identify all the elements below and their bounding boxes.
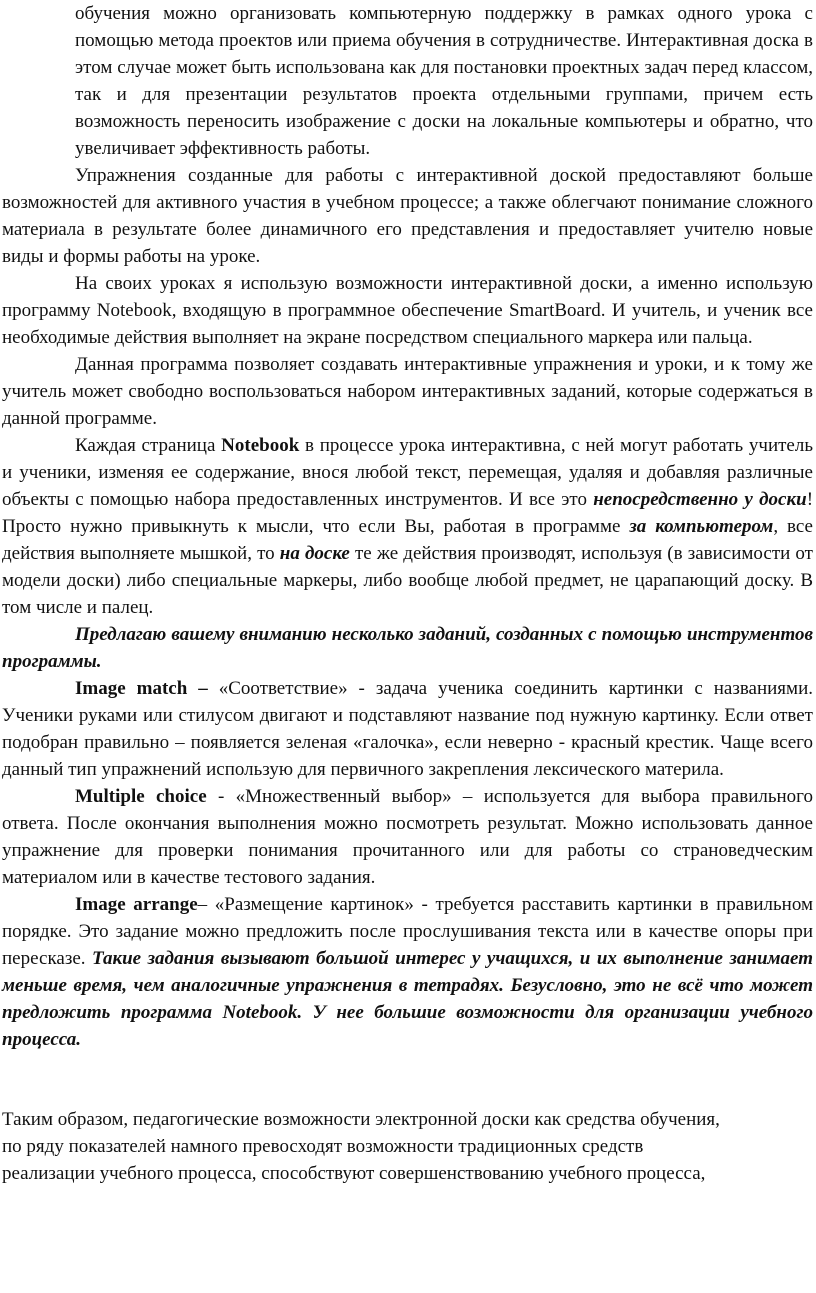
emphasis-at-board: непосредственно у доски bbox=[593, 489, 807, 510]
emphasis-on-board: на доске bbox=[279, 543, 350, 564]
emphasis-conclusion-notebook: Такие задания вызывают большой интерес у учащихся, и их выполнение занимает меньше время, чем аналогичные упражнения в тетрадях. Безусловно, это не всё что может предложить программа Notebook. У нее большие возможности для организации учебного процесса. bbox=[2, 948, 813, 1050]
text-run: , все действия выполняете мышкой, то bbox=[2, 516, 813, 564]
text-run: в процессе урока интерактивна, с ней могут работать учитель и ученики, изменяя ее содержание, внося любой текст, перемещая, удаляя и добавляя различные объекты с помощью набора предоставленных инструментов. И все это bbox=[2, 435, 813, 510]
emphasis-at-computer: за компьютером bbox=[629, 516, 774, 537]
paragraph-image-match bbox=[2, 675, 813, 783]
paragraph-multiple-choice bbox=[2, 783, 813, 891]
term-image-arrange: Image arrange bbox=[75, 894, 198, 915]
text-run: те же действия производят, используя (в зависимости от модели доски) либо специальные маркеры, либо вообще любой предмет, не царапающий доску. В том числе и палец. bbox=[2, 543, 813, 618]
text-run: «Соответствие» - задача ученика соединить картинки с названиями. Ученики руками или стилусом двигают и подставляют название под нужную картинку. Если ответ подобран правильно – появляется зеленая «галочка», если неверно - красный крестик. Чаще всего данный тип упражнений использую для первичного закрепления лексического материла. bbox=[2, 678, 813, 780]
text-run: - «Множественный выбор» – используется для выбора правильного ответа. После окончания выполнения можно посмотреть результат. Можно использовать данное упражнение для проверки понимания прочитанного или для работы со страноведческим материалом или в качестве тестового задания. bbox=[2, 786, 813, 888]
text-run: ! Просто нужно привыкнуть к мысли, что если Вы, работая в программе bbox=[2, 489, 814, 537]
paragraph-image-arrange bbox=[2, 891, 813, 1053]
paragraph-notebook-usage: На своих уроках я использую возможности интерактивной доски, а именно использую программу Notebook, входящую в программное обеспечение SmartBoard. И учитель, и ученик все необходимые действия выполняет на экране посредством специального маркера или пальца. bbox=[2, 273, 813, 348]
paragraph-program-features: Данная программа позволяет создавать интерактивные упражнения и уроки, и к тому же учитель может свободно воспользоваться набором интерактивных заданий, которые содержаться в данной программе. bbox=[2, 354, 813, 429]
term-multiple-choice: Multiple choice bbox=[75, 786, 207, 807]
text-run: – «Размещение картинок» - требуется расставить картинки в правильном порядке. Это задание можно предложить после прослушивания текста или в качестве опоры при пересказе. bbox=[2, 894, 813, 969]
conclusion-line: реализации учебного процесса, способствуют совершенствованию учебного процесса, bbox=[2, 1163, 706, 1184]
paragraph-interactive-board-projects: обучения можно организовать компьютерную поддержку в рамках одного урока с помощью метода проектов или приема обучения в сотрудничестве. Интерактивная доска в этом случае может быть использована как для постановки проектных задач перед классом, так и для презентации результатов проекта отдельными группами, причем есть возможность переносить изображение с доски на локальные компьютеры и обратно, что увеличивает эффективность работы. bbox=[75, 3, 813, 159]
conclusion-line: по ряду показателей намного превосходят возможности традиционных средств bbox=[2, 1136, 644, 1157]
term-image-match: Image match – bbox=[75, 678, 208, 699]
paragraph-exercises: Упражнения созданные для работы с интерактивной доской предоставляют больше возможностей для активного участия в учебном процессе; а также облегчают понимание сложного материала в результате более динамичного его представления и предоставляет учителю новые виды и формы работы на уроке. bbox=[2, 165, 813, 267]
notebook-term: Notebook bbox=[221, 435, 300, 456]
paragraph-notebook-page bbox=[2, 432, 813, 621]
paragraph-tasks-intro: Предлагаю вашему вниманию несколько заданий, созданных с помощью инструментов программы. bbox=[2, 624, 813, 672]
paragraph-spacer bbox=[2, 1053, 813, 1106]
text-run: Каждая страница bbox=[75, 435, 222, 456]
conclusion-line: Таким образом, педагогические возможности электронной доски как средства обучения, bbox=[2, 1109, 720, 1130]
paragraph-conclusion bbox=[2, 1106, 813, 1187]
